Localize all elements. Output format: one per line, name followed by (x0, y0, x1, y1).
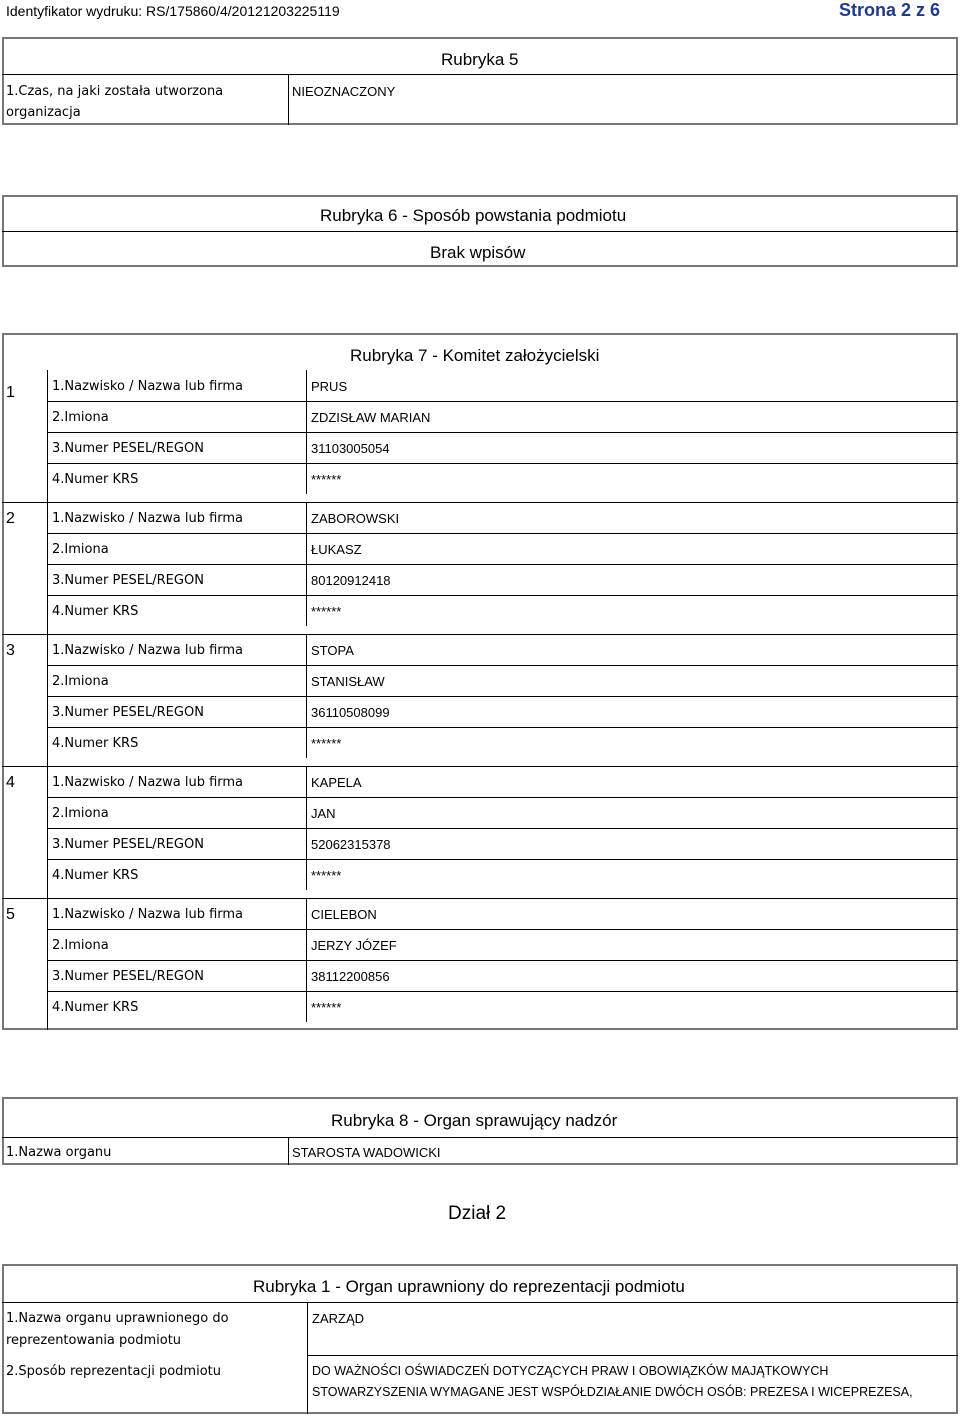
page-indicator: Strona 2 z 6 (838, 0, 940, 20)
field-value: ****** (311, 604, 342, 619)
field-value: 36110508099 (311, 705, 390, 720)
field-label: 2.Imiona (52, 410, 109, 425)
field-value: ****** (311, 736, 342, 751)
section-title: Rubryka 1 - Organ uprawniony do reprezentacji podmiotu (253, 1277, 685, 1296)
field-value: ŁUKASZ (311, 542, 362, 557)
field-label: 4.Numer KRS (52, 604, 139, 619)
field-label: 1.Nazwisko / Nazwa lub firma (52, 643, 244, 658)
field-value: STOPA (311, 643, 354, 658)
field-value: KAPELA (311, 775, 362, 790)
field-label: 1.Nazwisko / Nazwa lub firma (52, 379, 244, 394)
field-value: STAROSTA WADOWICKI (292, 1145, 441, 1160)
field-label: 2.Imiona (52, 542, 109, 557)
print-identifier: Identyfikator wydruku: RS/175860/4/20121203225119 (6, 3, 340, 19)
field-value: STANISŁAW (311, 674, 385, 689)
field-value: ****** (311, 1000, 342, 1015)
field-label: 3.Numer PESEL/REGON (52, 837, 204, 852)
field-value: ZARZĄD (312, 1311, 364, 1326)
section-title: Rubryka 7 - Komitet założycielski (350, 346, 600, 365)
field-label: 4.Numer KRS (52, 1000, 139, 1015)
field-label: 4.Numer KRS (52, 472, 139, 487)
division-title: Dział 2 (448, 1203, 507, 1224)
field-value: ZDZISŁAW MARIAN (311, 410, 431, 425)
field-value: 80120912418 (311, 573, 391, 588)
field-label: 2.Sposób reprezentacji podmiotu (6, 1364, 221, 1379)
field-value: 31103005054 (311, 441, 390, 456)
field-label: 2.Imiona (52, 806, 109, 821)
section-title: Rubryka 5 (441, 50, 519, 69)
field-label: 3.Numer PESEL/REGON (52, 441, 204, 456)
field-value: STOWARZYSZENIA WYMAGANE JEST WSPÓŁDZIAŁANIE DWÓCH OSÓB: PREZESA I WICEPREZESA, (312, 1385, 913, 1399)
field-label: 3.Numer PESEL/REGON (52, 969, 204, 984)
field-label: reprezentowania podmiotu (6, 1333, 182, 1348)
field-label: 4.Numer KRS (52, 736, 139, 751)
field-value: 52062315378 (311, 837, 391, 852)
field-label: 3.Numer PESEL/REGON (52, 705, 204, 720)
field-value: ZABOROWSKI (311, 511, 400, 526)
section-rubryka-7 (2, 333, 958, 1030)
field-label: organizacja (6, 105, 81, 120)
field-label: 1.Nazwisko / Nazwa lub firma (52, 775, 244, 790)
founder-index: 4 (6, 774, 15, 791)
empty-entries-text: Brak wpisów (430, 243, 526, 262)
field-label: 2.Imiona (52, 674, 109, 689)
section-title: Rubryka 8 - Organ sprawujący nadzór (331, 1111, 618, 1130)
field-value: DO WAŻNOŚCI OŚWIADCZEŃ DOTYCZĄCYCH PRAW I OBOWIĄZKÓW MAJĄTKOWYCH (312, 1364, 829, 1378)
field-label: 1.Nazwa organu (6, 1145, 112, 1160)
section-rubryka-8 (2, 1097, 958, 1165)
field-value: ****** (311, 472, 342, 487)
section-title: Rubryka 6 - Sposób powstania podmiotu (320, 206, 627, 225)
founder-index: 5 (6, 906, 15, 923)
founder-index: 1 (6, 384, 15, 401)
field-label: 1.Nazwa organu uprawnionego do (6, 1311, 229, 1326)
field-value: JAN (311, 806, 336, 821)
field-value: JERZY JÓZEF (311, 938, 397, 953)
field-value: PRUS (311, 379, 348, 394)
field-value: NIEOZNACZONY (292, 84, 396, 99)
founder-index: 2 (6, 510, 15, 527)
field-value: ****** (311, 868, 342, 883)
field-label: 2.Imiona (52, 938, 109, 953)
field-label: 3.Numer PESEL/REGON (52, 573, 204, 588)
field-label: 1.Czas, na jaki została utworzona (6, 84, 224, 99)
field-value: CIELEBON (311, 907, 377, 922)
field-label: 4.Numer KRS (52, 868, 139, 883)
field-label: 1.Nazwisko / Nazwa lub firma (52, 511, 244, 526)
founder-index: 3 (6, 642, 15, 659)
field-label: 1.Nazwisko / Nazwa lub firma (52, 907, 244, 922)
field-value: 38112200856 (311, 969, 390, 984)
